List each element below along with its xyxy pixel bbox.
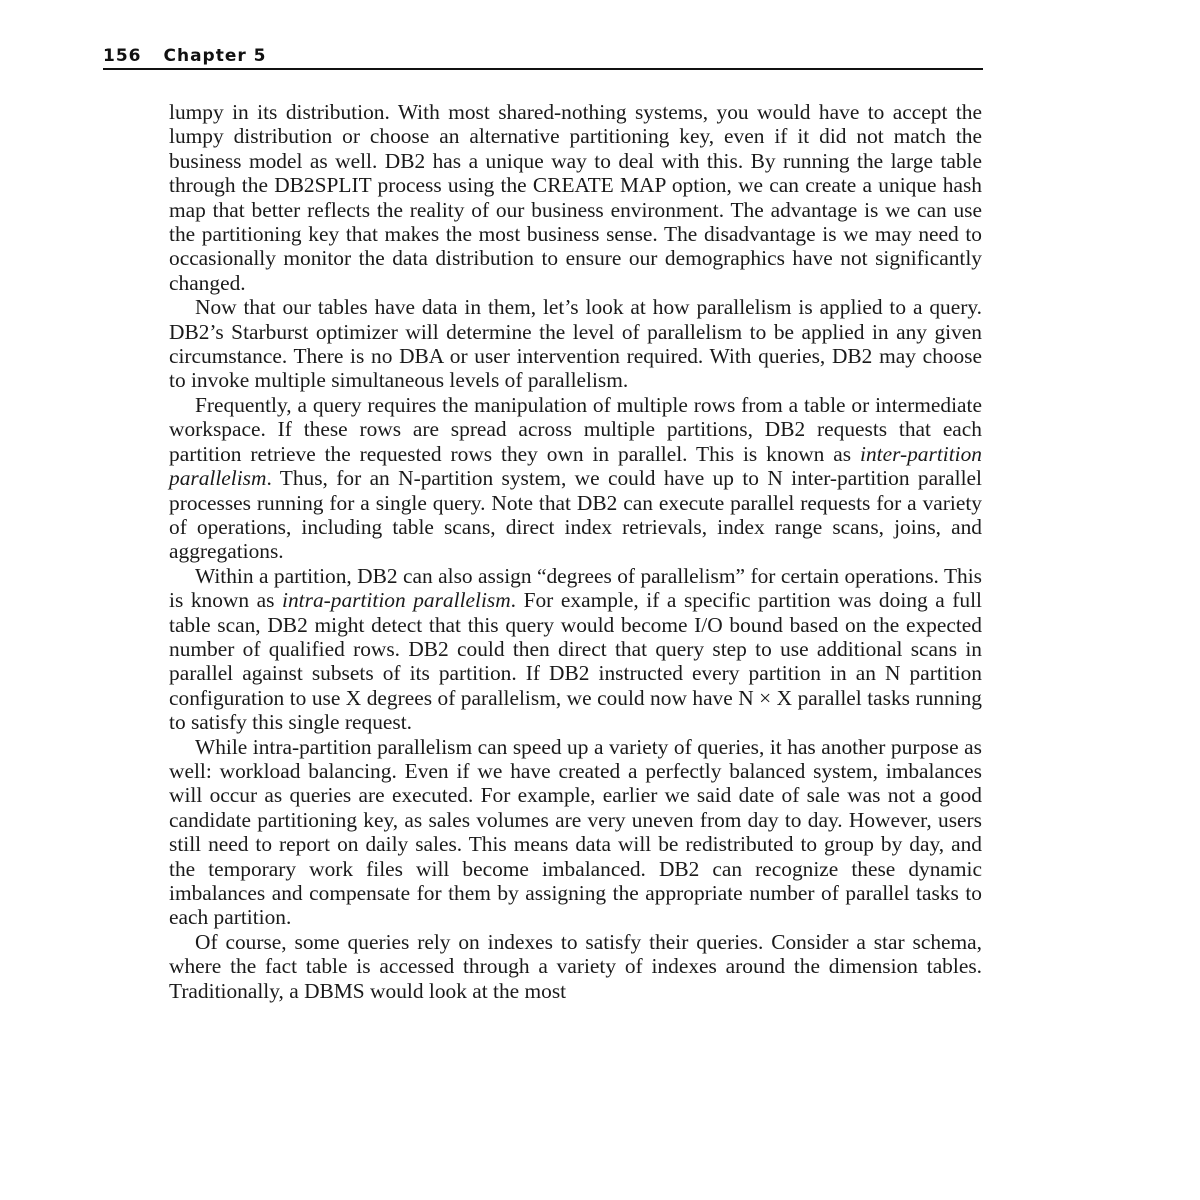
body-text bbox=[169, 100, 982, 1003]
paragraph-workload-balancing: While intra-partition parallelism can speed up a variety of queries, it has another purpose as well: workload balancing. Even if we have created a perfectly balanced system, imbalances will occur as queries are executed. For example, earlier we said date of sale was not a good candidate partitioning key, as sales volumes are very uneven from day to day. However, users still need to report on daily sales. This means data will be redistributed to group by day, and the temporary work files will become imbalanced. DB2 can recognize these dynamic imbalances and compensate for them by assigning the appropriate number of parallel tasks to each partition. bbox=[169, 734, 982, 930]
paragraph-intra-partition bbox=[169, 564, 982, 735]
paragraph-continued: lumpy in its distribution. With most shared-nothing systems, you would have to accept the lumpy distribution or choose an alternative partitioning key, even if it did not match the business model as well. DB2 has a unique way to deal with this. By running the large table through the DB2SPLIT process using the CREATE MAP option, we can create a unique hash map that better reflects the reality of our business environment. The advantage is we can use the partitioning key that makes the most business sense. The disadvantage is we may need to occasionally monitor the data distribution to ensure our demographics have not significantly changed. bbox=[169, 100, 982, 295]
paragraph-text: . For example, if a specific partition was doing a full table scan, DB2 might detect that this query would become I/O bound based on the expected number of qualified rows. DB2 could then direct that query step to use additional scans in parallel against subsets of its partition. If DB2 instructed every partition in an N partition configuration to use X degrees of parallelism, we could now have N × X parallel tasks running to satisfy this single request. bbox=[169, 588, 983, 735]
paragraph-text: Within a partition, DB2 can also assign “degrees of parallelism” for certain operations. This is known as bbox=[169, 563, 982, 613]
running-header bbox=[103, 46, 983, 70]
italic-term: inter-partition parallelism bbox=[169, 441, 982, 491]
paragraph-inter-partition bbox=[169, 393, 982, 564]
paragraph-star-schema: Of course, some queries rely on indexes to satisfy their queries. Consider a star schema, where the fact table is accessed through a variety of indexes around the dimension tables. Traditionally, a DBMS would look at the most bbox=[169, 929, 982, 1003]
page-number: 156 bbox=[103, 46, 142, 66]
paragraph-text: Frequently, a query requires the manipulation of multiple rows from a table or intermediate workspace. If these rows are spread across multiple partitions, DB2 requests that each partition retrieve the requested rows they own in parallel. This is known as bbox=[169, 392, 982, 466]
paragraph-text: . Thus, for an N-partition system, we could have up to N inter-partition parallel processes running for a single query. Note that DB2 can execute parallel requests for a variety of operations, including table scans, direct index retrievals, index range scans, joins, and aggregations. bbox=[169, 466, 982, 564]
chapter-title: Chapter 5 bbox=[163, 46, 267, 66]
paragraph-parallelism-intro: Now that our tables have data in them, let’s look at how parallelism is applied to a query. DB2’s Starburst optimizer will determine the level of parallelism to be applied in any given circumstance. There is no DBA or user intervention required. With queries, DB2 may choose to invoke multiple simultaneous levels of parallelism. bbox=[169, 295, 982, 393]
italic-term: intra-partition parallelism bbox=[282, 588, 511, 613]
